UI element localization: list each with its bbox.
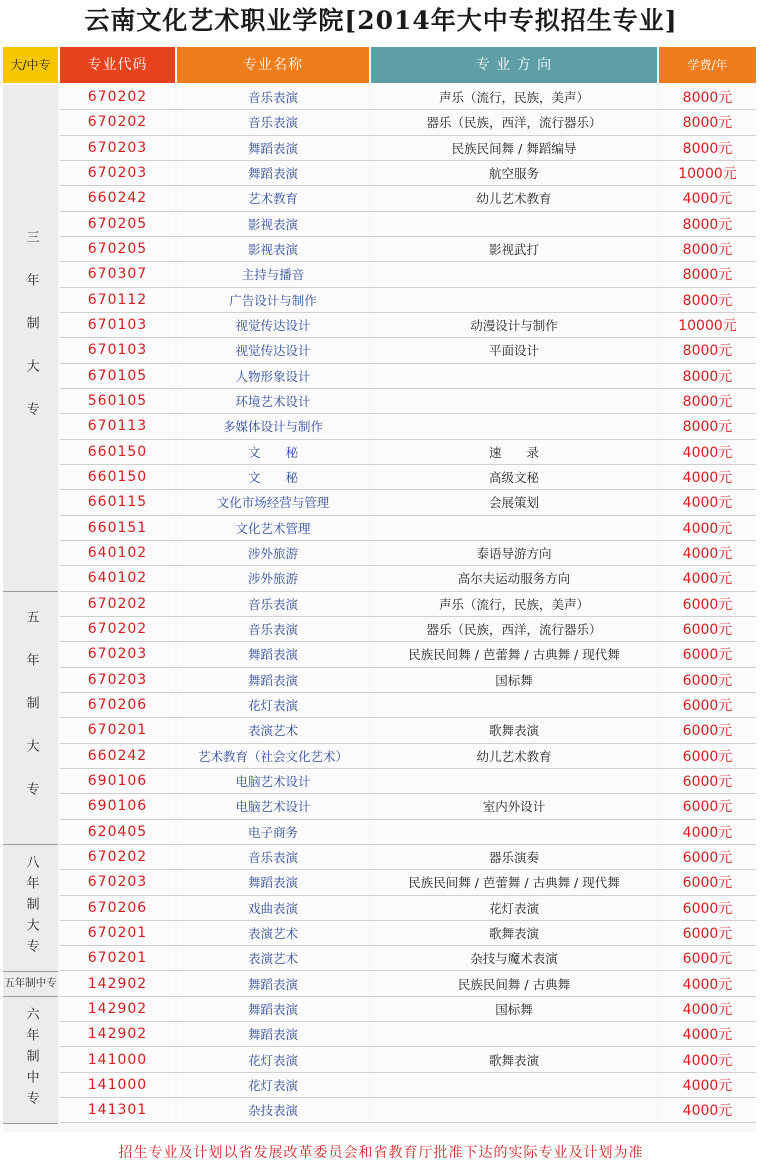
major-name: 电脑艺术设计: [177, 769, 369, 793]
major-name: 表演艺术: [177, 921, 369, 945]
major-name: 舞蹈表演: [177, 668, 369, 692]
major-name: 文 秘: [177, 465, 369, 489]
major-name: 花灯表演: [177, 693, 369, 717]
tuition-fee: 4000元: [659, 820, 756, 844]
tuition-fee: 6000元: [659, 769, 756, 793]
table-row: [60, 668, 756, 693]
major-name: 艺术教育（社会文化艺术）: [177, 744, 369, 768]
group-column: [3, 85, 58, 1124]
tuition-fee: 6000元: [659, 642, 756, 666]
enrollment-table: [3, 47, 756, 1132]
major-name: 音乐表演: [177, 110, 369, 134]
major-code: 670203: [60, 161, 175, 185]
major-name: 视觉传达设计: [177, 313, 369, 337]
major-name: 影视表演: [177, 237, 369, 261]
major-code: 670202: [60, 110, 175, 134]
group-cell: [3, 972, 58, 997]
header-code: 专业代码: [60, 47, 175, 83]
table-row: [60, 592, 756, 617]
major-code: 670205: [60, 212, 175, 236]
major-direction: 幼儿艺术教育: [371, 186, 657, 210]
major-code: 670203: [60, 668, 175, 692]
group-label: 六年制中专: [23, 1007, 39, 1113]
group-cell: [3, 592, 58, 845]
major-direction: 民族民间舞 / 芭蕾舞 / 古典舞 / 现代舞: [371, 870, 657, 894]
major-code: 640102: [60, 566, 175, 590]
table-row: [60, 946, 756, 971]
major-code: 670103: [60, 313, 175, 337]
table-row: [60, 718, 756, 743]
group-cell: [3, 85, 58, 592]
major-direction: [371, 414, 657, 438]
table-row: [60, 237, 756, 262]
major-direction: [371, 262, 657, 286]
table-row: [60, 845, 756, 870]
major-direction: 器乐演奏: [371, 845, 657, 869]
major-code: 660242: [60, 744, 175, 768]
tuition-fee: 4000元: [659, 1047, 756, 1071]
major-code: 660242: [60, 186, 175, 210]
table-row: [60, 389, 756, 414]
table-row: [60, 338, 756, 363]
table-row: [60, 693, 756, 718]
major-direction: 歌舞表演: [371, 1047, 657, 1071]
major-code: 670206: [60, 896, 175, 920]
major-direction: [371, 212, 657, 236]
major-code: 690106: [60, 769, 175, 793]
table-row: [60, 414, 756, 439]
major-code: 670105: [60, 364, 175, 388]
major-code: 670202: [60, 85, 175, 109]
table-row: [60, 642, 756, 667]
major-code: 670307: [60, 262, 175, 286]
major-name: 文 秘: [177, 440, 369, 464]
major-code: 670203: [60, 642, 175, 666]
major-name: 舞蹈表演: [177, 136, 369, 160]
major-direction: 器乐（民族，西洋，流行器乐）: [371, 617, 657, 641]
major-direction: [371, 1022, 657, 1046]
table-row: [60, 566, 756, 591]
major-code: 560105: [60, 389, 175, 413]
major-direction: 幼儿艺术教育: [371, 744, 657, 768]
major-code: 620405: [60, 820, 175, 844]
major-code: 670201: [60, 921, 175, 945]
tuition-fee: 8000元: [659, 414, 756, 438]
tuition-fee: 6000元: [659, 693, 756, 717]
major-code: 690106: [60, 794, 175, 818]
major-name: 舞蹈表演: [177, 1022, 369, 1046]
major-name: 花灯表演: [177, 1073, 369, 1097]
table-row: [60, 870, 756, 895]
major-direction: [371, 516, 657, 540]
major-name: 舞蹈表演: [177, 870, 369, 894]
major-code: 660150: [60, 465, 175, 489]
table-body: [60, 85, 756, 1123]
major-direction: 泰语导游方向: [371, 541, 657, 565]
major-direction: 歌舞表演: [371, 921, 657, 945]
tuition-fee: 8000元: [659, 338, 756, 362]
major-name: 主持与播音: [177, 262, 369, 286]
tuition-fee: 8000元: [659, 85, 756, 109]
major-direction: 航空服务: [371, 161, 657, 185]
major-code: 670103: [60, 338, 175, 362]
table-row: [60, 364, 756, 389]
tuition-fee: 6000元: [659, 921, 756, 945]
table-row: [60, 186, 756, 211]
major-name: 人物形象设计: [177, 364, 369, 388]
table-row: [60, 516, 756, 541]
major-direction: [371, 1098, 657, 1122]
major-code: 660150: [60, 440, 175, 464]
major-code: 670205: [60, 237, 175, 261]
major-name: 文化艺术管理: [177, 516, 369, 540]
major-direction: 声乐（流行，民族，美声）: [371, 592, 657, 616]
tuition-fee: 6000元: [659, 896, 756, 920]
major-direction: 动漫设计与制作: [371, 313, 657, 337]
tuition-fee: 4000元: [659, 1022, 756, 1046]
table-row: [60, 262, 756, 287]
tuition-fee: 8000元: [659, 110, 756, 134]
tuition-fee: 8000元: [659, 288, 756, 312]
major-direction: [371, 389, 657, 413]
table-row: [60, 896, 756, 921]
major-name: 涉外旅游: [177, 566, 369, 590]
header-direction: 专 业 方 向: [371, 47, 657, 83]
major-direction: 平面设计: [371, 338, 657, 362]
tuition-fee: 10000元: [659, 313, 756, 337]
table-row: [60, 1073, 756, 1098]
tuition-fee: 6000元: [659, 870, 756, 894]
group-label: 八年制大专: [23, 855, 39, 961]
tuition-fee: 8000元: [659, 136, 756, 160]
major-code: 141000: [60, 1047, 175, 1071]
major-name: 音乐表演: [177, 845, 369, 869]
tuition-fee: 4000元: [659, 516, 756, 540]
major-code: 640102: [60, 541, 175, 565]
tuition-fee: 6000元: [659, 946, 756, 970]
major-direction: [371, 769, 657, 793]
table-row: [60, 1098, 756, 1123]
tuition-fee: 4000元: [659, 997, 756, 1021]
major-direction: [371, 1073, 657, 1097]
major-name: 舞蹈表演: [177, 642, 369, 666]
major-direction: [371, 364, 657, 388]
tuition-fee: 4000元: [659, 465, 756, 489]
major-name: 舞蹈表演: [177, 161, 369, 185]
table-row: [60, 490, 756, 515]
major-direction: [371, 288, 657, 312]
tuition-fee: 4000元: [659, 440, 756, 464]
tuition-fee: 4000元: [659, 1098, 756, 1122]
major-direction: 花灯表演: [371, 896, 657, 920]
major-direction: 民族民间舞 / 舞蹈编导: [371, 136, 657, 160]
header-fee: 学费/年: [659, 47, 756, 83]
table-row: [60, 85, 756, 110]
major-direction: 影视武打: [371, 237, 657, 261]
major-direction: 高级文秘: [371, 465, 657, 489]
table-row: [60, 136, 756, 161]
tuition-fee: 6000元: [659, 845, 756, 869]
major-code: 670202: [60, 592, 175, 616]
major-direction: 国标舞: [371, 997, 657, 1021]
tuition-fee: 6000元: [659, 668, 756, 692]
major-code: 670202: [60, 845, 175, 869]
major-code: 670112: [60, 288, 175, 312]
major-code: 670202: [60, 617, 175, 641]
major-name: 多媒体设计与制作: [177, 414, 369, 438]
table-row: [60, 794, 756, 819]
table-row: [60, 541, 756, 566]
tuition-fee: 4000元: [659, 971, 756, 995]
table-row: [60, 997, 756, 1022]
major-name: 电子商务: [177, 820, 369, 844]
major-code: 141301: [60, 1098, 175, 1122]
major-name: 音乐表演: [177, 592, 369, 616]
table-row: [60, 617, 756, 642]
table-row: [60, 769, 756, 794]
major-direction: 声乐（流行，民族，美声）: [371, 85, 657, 109]
major-name: 花灯表演: [177, 1047, 369, 1071]
tuition-fee: 4000元: [659, 186, 756, 210]
table-row: [60, 288, 756, 313]
major-code: 142902: [60, 997, 175, 1021]
major-direction: 高尔夫运动服务方向: [371, 566, 657, 590]
major-code: 670206: [60, 693, 175, 717]
major-name: 电脑艺术设计: [177, 794, 369, 818]
major-code: 670201: [60, 718, 175, 742]
major-name: 表演艺术: [177, 946, 369, 970]
major-direction: 室内外设计: [371, 794, 657, 818]
major-code: 660115: [60, 490, 175, 514]
major-name: 表演艺术: [177, 718, 369, 742]
tuition-fee: 8000元: [659, 237, 756, 261]
major-name: 广告设计与制作: [177, 288, 369, 312]
group-cell: [3, 845, 58, 972]
major-direction: [371, 693, 657, 717]
group-label: 三年制大专: [23, 230, 39, 446]
major-code: 670203: [60, 136, 175, 160]
major-direction: [371, 820, 657, 844]
major-name: 音乐表演: [177, 85, 369, 109]
group-label: 五年制大专: [23, 610, 39, 826]
page-title: 云南文化艺术职业学院[2014年大中专拟招生专业]: [84, 6, 678, 35]
table-row: [60, 465, 756, 490]
header-name: 专业名称: [177, 47, 369, 83]
major-code: 141000: [60, 1073, 175, 1097]
major-name: 文化市场经营与管理: [177, 490, 369, 514]
major-direction: 速 录: [371, 440, 657, 464]
major-name: 涉外旅游: [177, 541, 369, 565]
tuition-fee: 8000元: [659, 389, 756, 413]
tuition-fee: 6000元: [659, 794, 756, 818]
major-direction: 会展策划: [371, 490, 657, 514]
table-row: [60, 313, 756, 338]
major-name: 艺术教育: [177, 186, 369, 210]
table-row: [60, 440, 756, 465]
major-direction: 民族民间舞 / 芭蕾舞 / 古典舞 / 现代舞: [371, 642, 657, 666]
major-name: 舞蹈表演: [177, 971, 369, 995]
group-cell: [3, 997, 58, 1124]
header-group: 大/中专: [3, 47, 58, 83]
major-name: 影视表演: [177, 212, 369, 236]
major-name: 杂技表演: [177, 1098, 369, 1122]
tuition-fee: 8000元: [659, 262, 756, 286]
major-name: 音乐表演: [177, 617, 369, 641]
tuition-fee: 10000元: [659, 161, 756, 185]
table-row: [60, 161, 756, 186]
tuition-fee: 4000元: [659, 1073, 756, 1097]
major-name: 环境艺术设计: [177, 389, 369, 413]
tuition-fee: 8000元: [659, 212, 756, 236]
group-label: 五年制中专: [4, 976, 57, 989]
major-name: 舞蹈表演: [177, 997, 369, 1021]
tuition-fee: 4000元: [659, 541, 756, 565]
major-direction: 器乐（民族，西洋，流行器乐）: [371, 110, 657, 134]
table-row: [60, 971, 756, 996]
tuition-fee: 6000元: [659, 718, 756, 742]
table-row: [60, 212, 756, 237]
tuition-fee: 6000元: [659, 744, 756, 768]
major-code: 660151: [60, 516, 175, 540]
footer-note: 招生专业及计划以省发展改革委员会和省教育厅批准下达的实际专业及计划为准: [118, 1145, 644, 1161]
major-code: 670113: [60, 414, 175, 438]
table-row: [60, 820, 756, 845]
table-row: [60, 1047, 756, 1072]
major-code: 142902: [60, 1022, 175, 1046]
major-code: 670203: [60, 870, 175, 894]
major-direction: 国标舞: [371, 668, 657, 692]
tuition-fee: 8000元: [659, 364, 756, 388]
tuition-fee: 4000元: [659, 490, 756, 514]
major-code: 670201: [60, 946, 175, 970]
tuition-fee: 6000元: [659, 592, 756, 616]
tuition-fee: 6000元: [659, 617, 756, 641]
major-name: 视觉传达设计: [177, 338, 369, 362]
tuition-fee: 4000元: [659, 566, 756, 590]
table-row: [60, 1022, 756, 1047]
table-row: [60, 921, 756, 946]
major-direction: 民族民间舞 / 古典舞: [371, 971, 657, 995]
table-row: [60, 744, 756, 769]
major-name: 戏曲表演: [177, 896, 369, 920]
major-direction: 杂技与魔术表演: [371, 946, 657, 970]
major-code: 142902: [60, 971, 175, 995]
table-row: [60, 110, 756, 135]
major-direction: 歌舞表演: [371, 718, 657, 742]
